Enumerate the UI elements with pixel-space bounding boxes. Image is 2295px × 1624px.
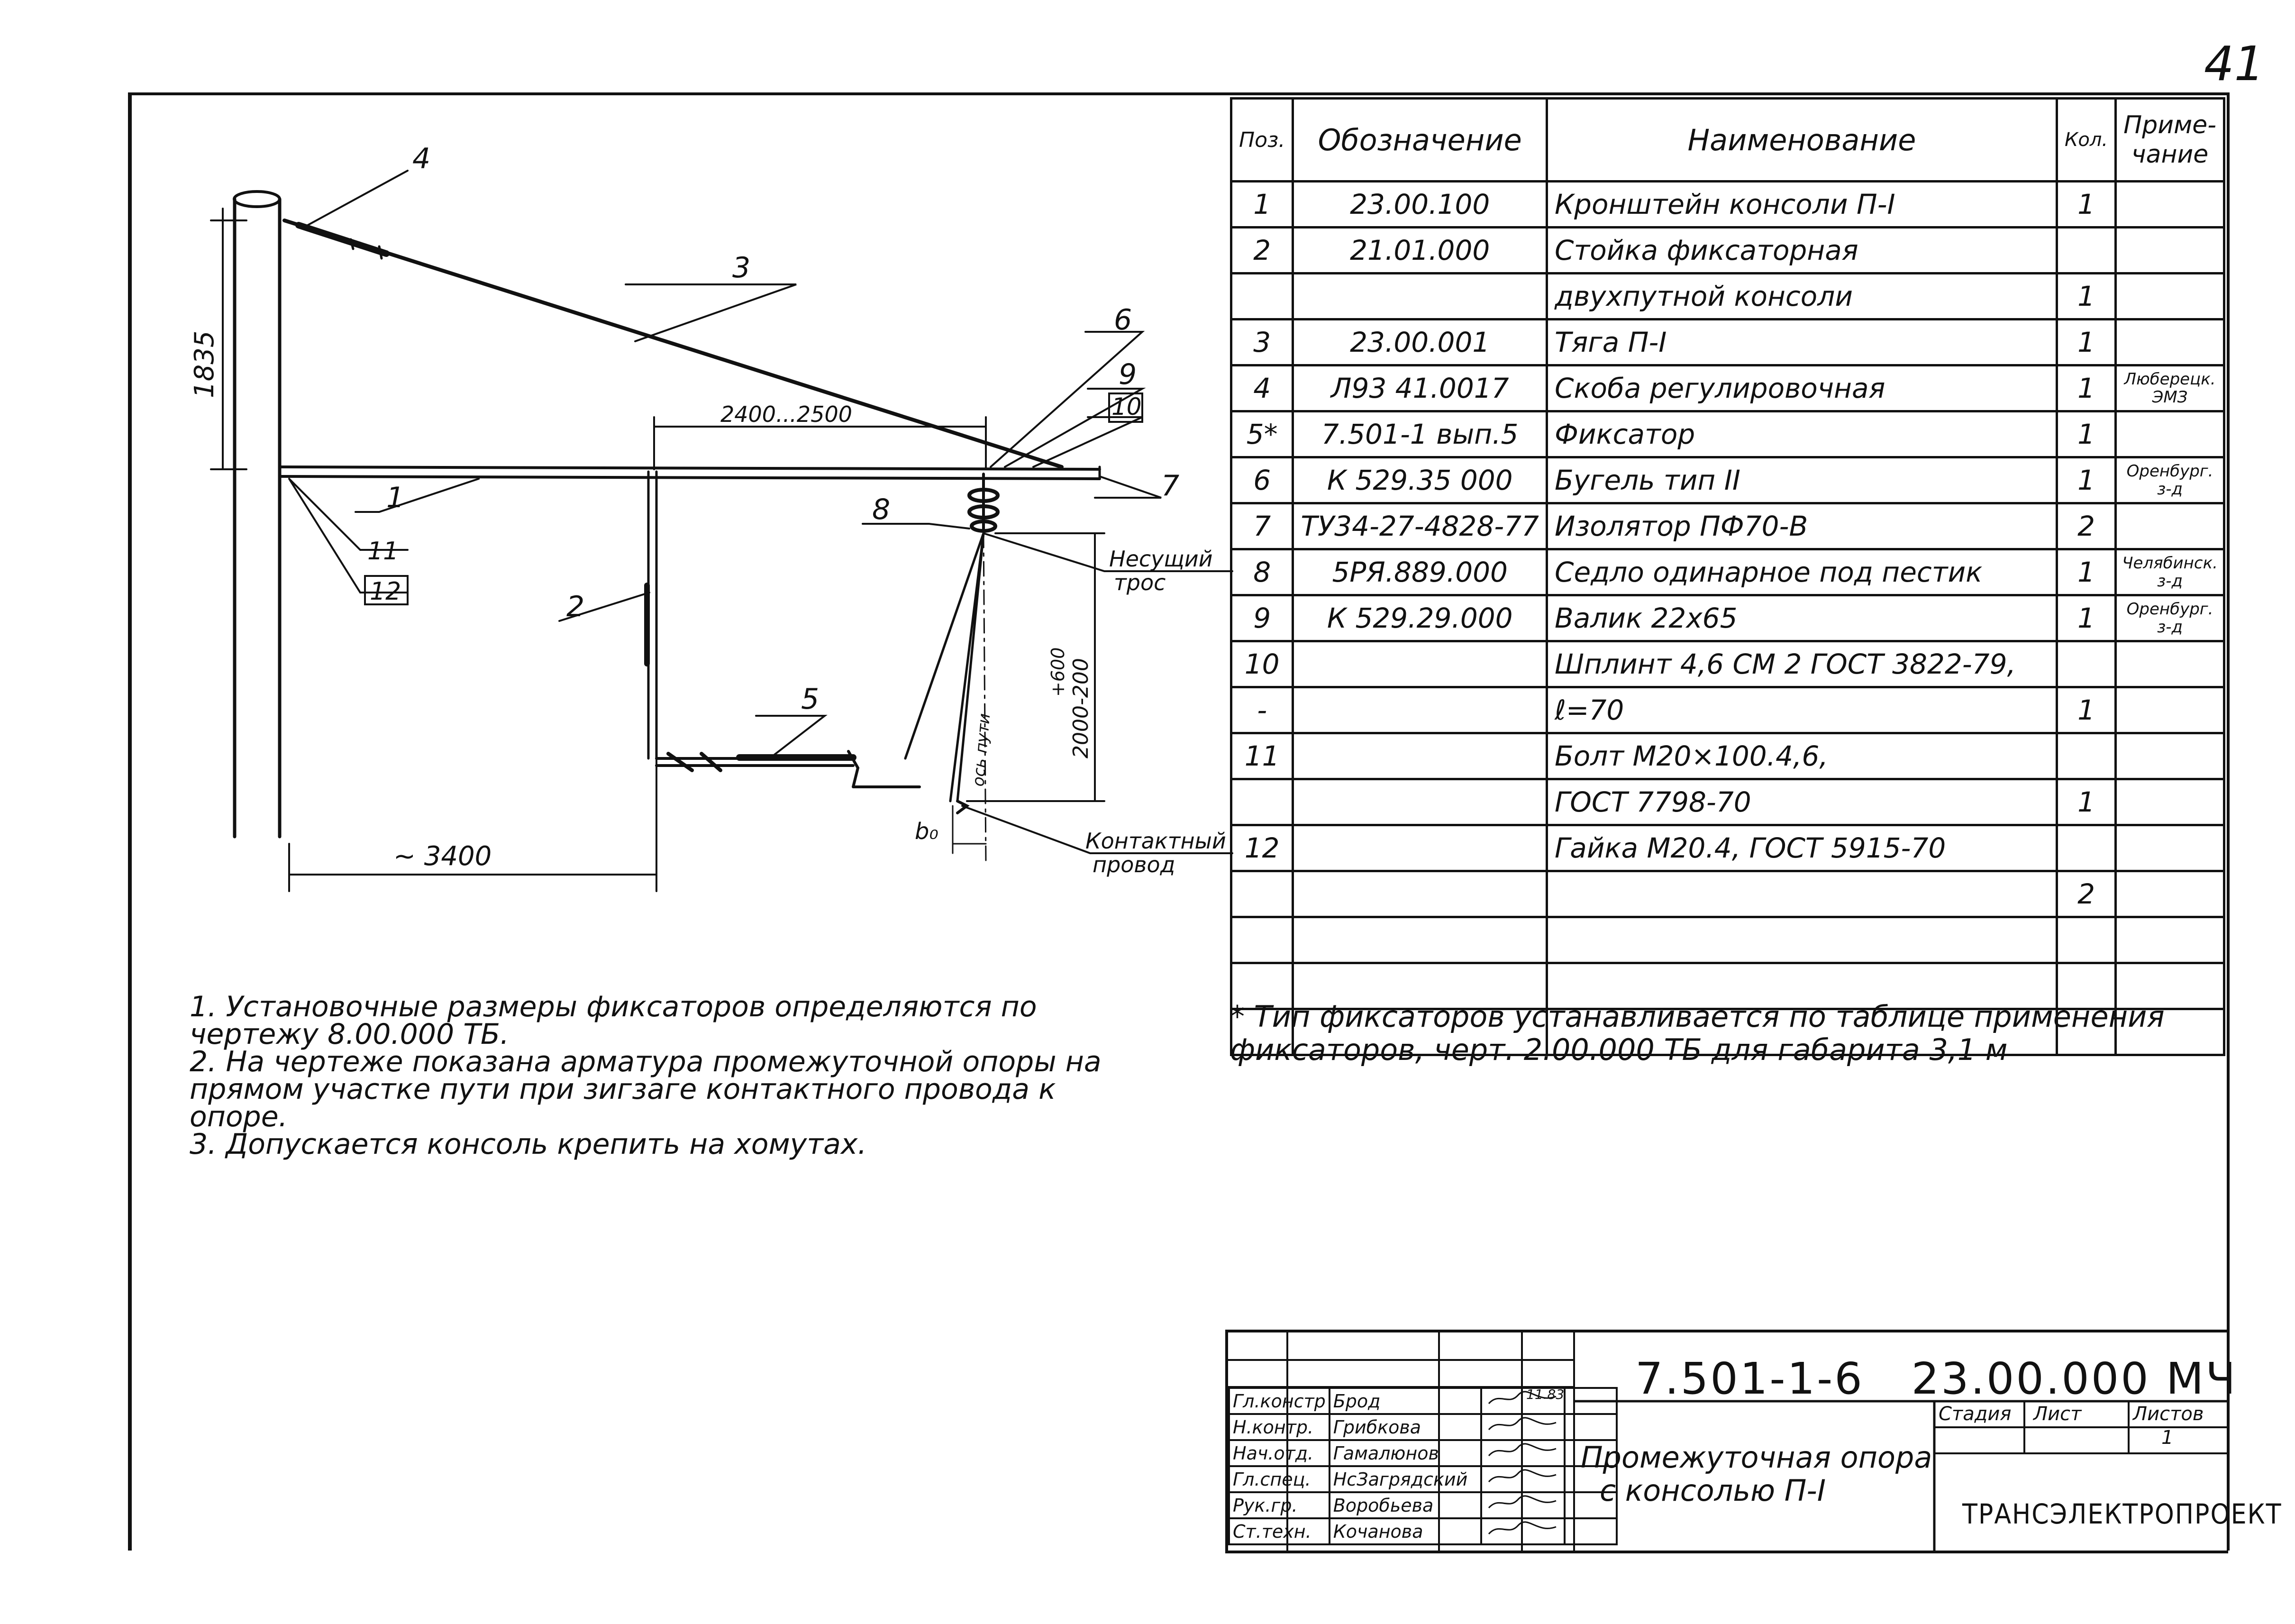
spec-row [1231,595,2224,641]
spec-note [2116,228,2224,274]
spec-note [2116,182,2224,228]
spec-pos: - [1231,687,1293,733]
spec-designation [1293,871,1547,917]
signature-mark [1485,1494,1561,1513]
spec-qty: 1 [2057,457,2115,503]
spec-qty: 1 [2057,549,2115,595]
spec-pos: 3 [1231,319,1293,365]
staff-row [1229,1414,1617,1440]
signature-mark [1485,1415,1561,1434]
spec-note: Оренбург. з-д [2116,595,2224,641]
signature-cell [1481,1466,1565,1492]
specification-table [1230,97,2225,1056]
spec-name: Шплинт 4,6 СМ 2 ГОСТ 3822-79, [1547,641,2057,687]
signature-mark [1485,1442,1561,1460]
spec-pos [1231,274,1293,319]
spec-name: Болт М20×100.4,6, [1547,733,2057,779]
staff-role: Ст.техн. [1229,1518,1330,1544]
spec-row [1231,503,2224,549]
signature-cell [1481,1518,1565,1544]
note-2: 2. На чертеже показана арматура промежуточной опоры на прямом участке пути при зигзаге контактного провода к опоре. [190,1045,1102,1133]
date-cell [1565,1388,1617,1414]
spec-pos: 6 [1231,457,1293,503]
dim-2400: 2400...2500 [720,401,852,427]
spec-name: Бугель тип II [1547,457,2057,503]
spec-note [2116,825,2224,871]
spec-name: Валик 22х65 [1547,595,2057,641]
spec-qty [2057,228,2115,274]
header-designation: Обозначение [1293,99,1547,182]
staff-role: Гл.спец. [1229,1466,1330,1492]
document-code [1635,1353,2238,1404]
signature-mark [1485,1520,1561,1539]
footnote: * Тип фиксаторов устанавливается по таблице применения фиксаторов, черт. 2.00.000 ТБ для габарита 3,1 м [1230,999,2165,1067]
spec-designation: К 529.29.000 [1293,595,1547,641]
signature-cell [1481,1492,1565,1518]
spec-row [1231,319,2224,365]
spec-note [2116,779,2224,825]
label-pos6: 6 [1114,303,1132,337]
spec-note: Люберецк. ЭМЗ [2116,365,2224,411]
spec-qty [2057,641,2115,687]
spec-row [1231,457,2224,503]
sheets-label: Листов [2133,1403,2204,1425]
spec-header-row [1231,99,2224,182]
spec-note [2116,733,2224,779]
spec-name: Седло одинарное под пестик [1547,549,2057,595]
staff-row [1229,1518,1617,1544]
spec-note: Оренбург. з-д [2116,457,2224,503]
drawing-title [1581,1441,1932,1507]
spec-designation: 23.00.001 [1293,319,1547,365]
organization-name: ТРАНСЭЛЕКТРОПРОЕКТ [1962,1498,2282,1530]
spec-qty: 1 [2057,595,2115,641]
label-pos8: 8 [872,493,891,526]
spec-note [2116,687,2224,733]
label-carrier-wire-2: трос [1114,570,1166,595]
sheet-label: Лист [2033,1403,2082,1425]
signature-cell [1481,1414,1565,1440]
staff-name: Кочанова [1330,1518,1481,1544]
spec-row [1231,228,2224,274]
spec-row [1231,779,2224,825]
spec-note: Челябинск. з-д [2116,549,2224,595]
spec-pos [1231,871,1293,917]
spec-pos: 12 [1231,825,1293,871]
document-code-right: 23.00.000 МЧ [1911,1353,2238,1404]
label-carrier-wire: Несущий [1109,546,1213,572]
spec-name [1547,917,2057,963]
spec-qty: 1 [2057,365,2115,411]
spec-qty: 1 [2057,779,2115,825]
spec-designation [1293,825,1547,871]
signature-cell [1481,1440,1565,1466]
spec-note [2116,871,2224,917]
spec-row [1231,365,2224,411]
spec-row [1231,825,2224,871]
spec-row [1231,641,2224,687]
spec-designation: 23.00.100 [1293,182,1547,228]
spec-name: Стойка фиксаторная [1547,228,2057,274]
stage-label: Стадия [1939,1403,2012,1425]
label-contact-wire: Контактный [1085,828,1226,854]
signature-mark [1485,1468,1561,1487]
spec-pos: 1 [1231,182,1293,228]
label-pos11: 11 [367,537,399,566]
dim-2000: 2000-200 [1069,658,1093,758]
label-contact-wire-2: провод [1093,852,1175,877]
staff-name: Грибкова [1330,1414,1481,1440]
header-note [2116,99,2224,182]
label-pos4: 4 [412,142,431,175]
spec-name: Кронштейн консоли П-I [1547,182,2057,228]
spec-note [2116,319,2224,365]
drawing-notes [190,990,1138,1161]
date-cell [1565,1518,1617,1544]
staff-row [1229,1466,1617,1492]
label-pos5: 5 [801,683,820,716]
spec-name: ГОСТ 7798-70 [1547,779,2057,825]
header-note-line1: Приме- [2123,111,2216,139]
label-pos10: 10 [1111,393,1142,420]
spec-pos [1231,779,1293,825]
spec-row [1231,274,2224,319]
date-cell [1565,1414,1617,1440]
spec-designation [1293,733,1547,779]
spec-pos: 11 [1231,733,1293,779]
spec-qty [2057,733,2115,779]
label-pos3: 3 [732,251,751,284]
spec-qty: 1 [2057,687,2115,733]
spec-row [1231,549,2224,595]
staff-role: Нач.отд. [1229,1440,1330,1466]
dim-1835: 1835 [189,330,220,398]
label-pos1: 1 [386,481,405,514]
spec-pos [1231,917,1293,963]
spec-name: Гайка М20.4, ГОСТ 5915-70 [1547,825,2057,871]
header-qty: Кол. [2057,99,2115,182]
spec-row [1231,687,2224,733]
spec-qty: 1 [2057,319,2115,365]
dim-3400: ~ 3400 [393,841,492,872]
label-pos12: 12 [370,577,401,606]
staff-row [1229,1492,1617,1518]
spec-row [1231,871,2224,917]
spec-row [1231,411,2224,457]
dim-b0: b₀ [915,818,938,845]
staff-name: Гамалюнов [1330,1440,1481,1466]
spec-note [2116,274,2224,319]
spec-designation [1293,917,1547,963]
spec-row [1231,182,2224,228]
spec-pos: 2 [1231,228,1293,274]
spec-designation: 21.01.000 [1293,228,1547,274]
spec-name: ℓ=70 [1547,687,2057,733]
spec-designation [1293,274,1547,319]
note-1: 1. Установочные размеры фиксаторов определяются по чертежу 8.00.000 ТБ. [190,990,1037,1051]
sheet-value: 1 [2161,1427,2174,1449]
spec-pos: 10 [1231,641,1293,687]
spec-name: двухпутной консоли [1547,274,2057,319]
spec-designation: Л93 41.0017 [1293,365,1547,411]
note-3: 3. Допускается консоль крепить на хомутах. [190,1128,867,1161]
spec-row [1231,917,2224,963]
spec-name: Изолятор ПФ70-В [1547,503,2057,549]
staff-row [1229,1440,1617,1466]
spec-pos: 7 [1231,503,1293,549]
spec-note [2116,641,2224,687]
spec-qty [2057,917,2115,963]
header-note-line2: чание [2131,140,2209,169]
spec-pos: 4 [1231,365,1293,411]
staff-role: Гл.констр [1229,1388,1330,1414]
spec-qty: 1 [2057,411,2115,457]
spec-name: Фиксатор [1547,411,2057,457]
spec-name: Тяга П-I [1547,319,2057,365]
staff-table [1228,1387,1618,1545]
spec-designation: ТУ34-27-4828-77 [1293,503,1547,549]
page-number: 41 [2204,36,2265,91]
spec-qty: 2 [2057,503,2115,549]
drawing-title-line1: Промежуточная опора [1581,1440,1932,1475]
drawing-title-line2: с консолью П-I [1600,1473,1826,1508]
staff-role: Рук.гр. [1229,1492,1330,1518]
dim-rail-axis: ось пути [969,712,994,787]
label-pos7: 7 [1161,469,1180,502]
header-pos: Поз. [1231,99,1293,182]
label-pos2: 2 [566,590,585,623]
spec-qty: 2 [2057,871,2115,917]
spec-pos: 8 [1231,549,1293,595]
document-code-left: 7.501-1-6 [1635,1353,1864,1404]
spec-qty: 1 [2057,274,2115,319]
staff-name: Воробьева [1330,1492,1481,1518]
spec-designation: К 529.35 000 [1293,457,1547,503]
dim-600: +600 [1047,647,1068,697]
spec-designation [1293,779,1547,825]
spec-row [1231,733,2224,779]
spec-designation [1293,641,1547,687]
spec-name [1547,871,2057,917]
spec-pos: 5* [1231,411,1293,457]
spec-note [2116,917,2224,963]
staff-name: Брод [1330,1388,1481,1414]
spec-note [2116,411,2224,457]
spec-note [2116,503,2224,549]
approval-date: 11.83 [1526,1387,1565,1402]
spec-name: Скоба регулировочная [1547,365,2057,411]
spec-qty: 1 [2057,182,2115,228]
label-pos9: 9 [1119,358,1137,391]
spec-designation: 5РЯ.889.000 [1293,549,1547,595]
spec-designation [1293,687,1547,733]
spec-designation: 7.501-1 вып.5 [1293,411,1547,457]
spec-qty [2057,825,2115,871]
staff-role: Н.контр. [1229,1414,1330,1440]
staff-name: НсЗагрядский [1330,1466,1481,1492]
header-name: Наименование [1547,99,2057,182]
spec-pos: 9 [1231,595,1293,641]
